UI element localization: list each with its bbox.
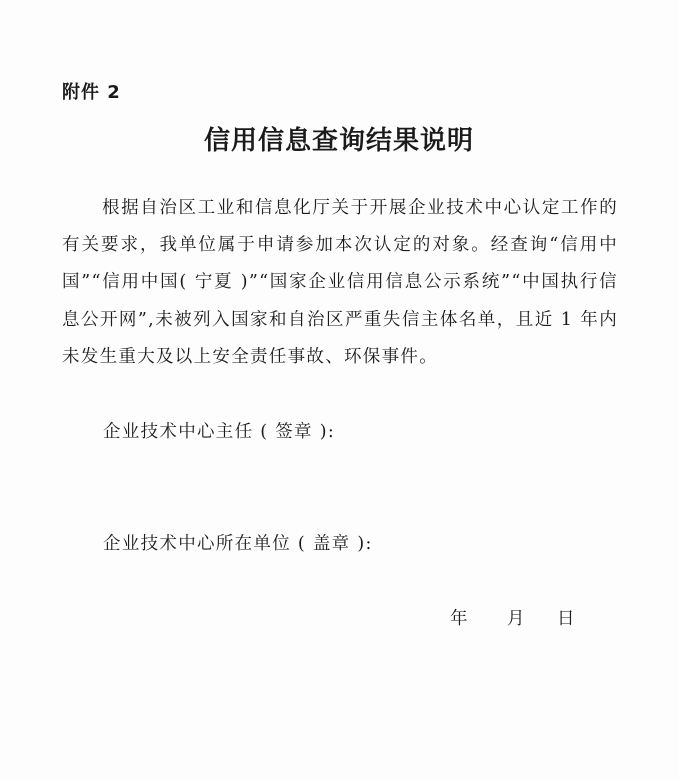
date-year-label: 年 bbox=[450, 609, 468, 629]
date-day-label: 日 bbox=[557, 609, 575, 629]
body-paragraph: 根据自治区工业和信息化厅关于开展企业技术中心认定工作的有关要求，我单位属于申请参加本次认定的对象。经查询“信用中国”“信用中国( 宁夏 )”“国家企业信用信息公示系统”“中国执行信息公开网”,未被列入国家和自治区严重失信主体名单，且近 1 年内未发生重大及以上安全责任事故、环保事件。 bbox=[62, 198, 618, 367]
director-signature-line: 企业技术中心主任 ( 签章 ): bbox=[103, 422, 336, 442]
attachment-label: 附件 2 bbox=[62, 82, 121, 103]
date-line bbox=[450, 605, 575, 630]
date-month-label: 月 bbox=[507, 609, 525, 629]
document-title: 信用信息查询结果说明 bbox=[203, 126, 474, 156]
unit-seal-line: 企业技术中心所在单位 ( 盖章 ): bbox=[103, 534, 373, 554]
